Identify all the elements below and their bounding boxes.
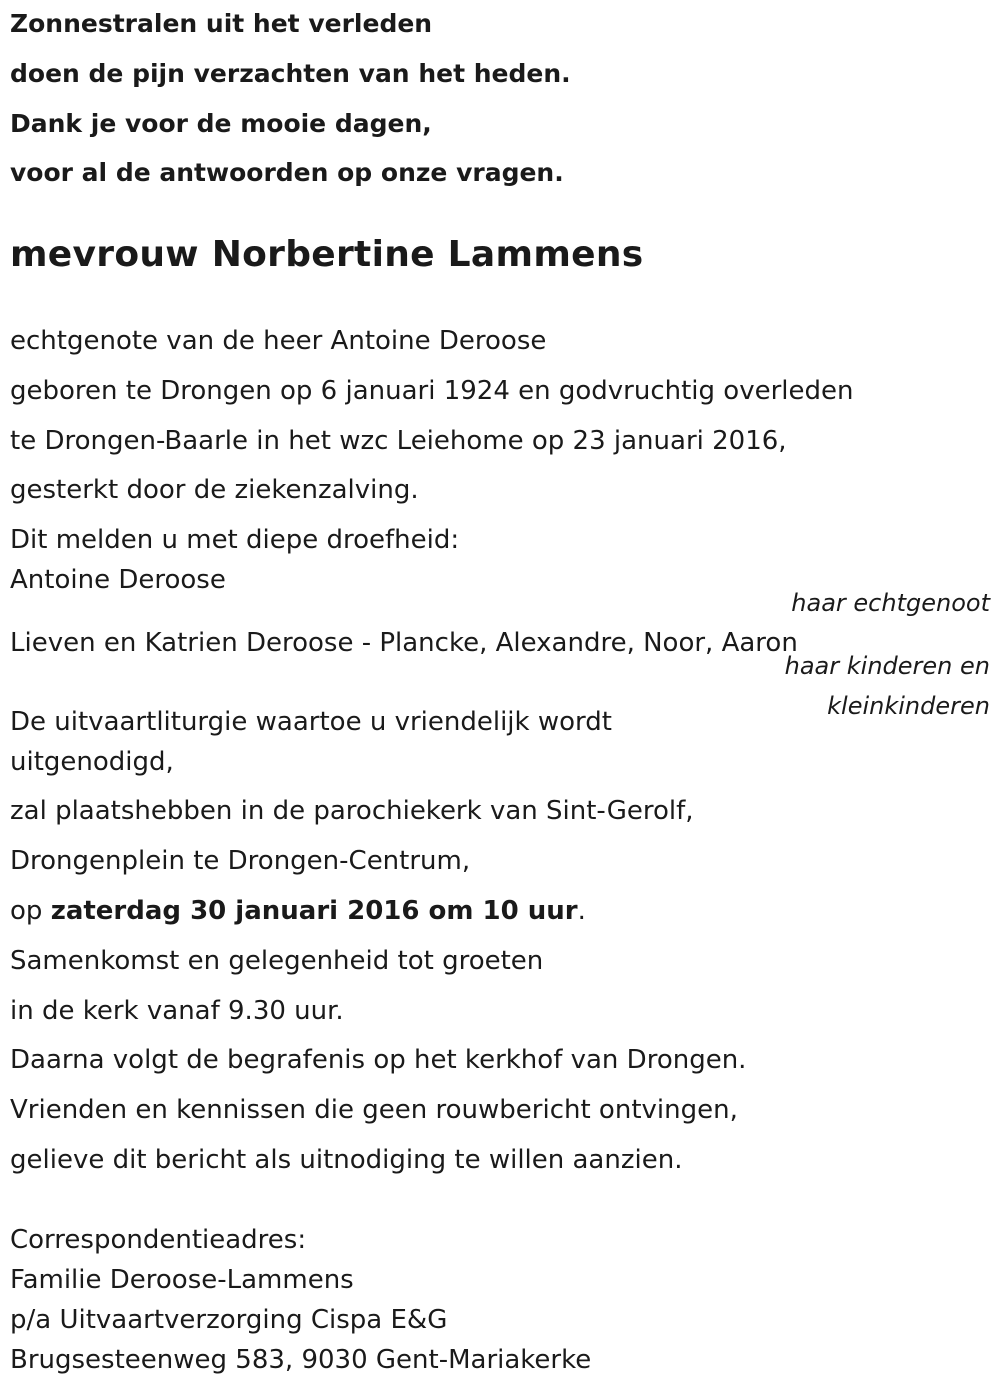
mourner-relation-2b: kleinkinderen bbox=[827, 692, 990, 720]
funeral-line-3: zal plaatshebben in de parochiekerk van Sint-Gerolf, bbox=[10, 796, 694, 826]
correspondence-family: Familie Deroose-Lammens bbox=[10, 1265, 354, 1295]
mourner-relation-1: haar echtgenoot bbox=[791, 589, 990, 617]
funeral-date-prefix: op bbox=[10, 896, 51, 926]
funeral-line-4: Drongenplein te Drongen-Centrum, bbox=[10, 846, 471, 876]
correspondence-address: Brugsesteenweg 583, 9030 Gent-Mariakerke bbox=[10, 1345, 592, 1375]
detail-line-4: gesterkt door de ziekenzalving. bbox=[10, 475, 419, 505]
funeral-line-10: gelieve dit bericht als uitnodiging te willen aanzien. bbox=[10, 1145, 683, 1175]
detail-line-3: te Drongen-Baarle in het wzc Leiehome op 23 januari 2016, bbox=[10, 426, 787, 456]
mourner-relation-2a: haar kinderen en bbox=[784, 652, 990, 680]
poem-line-2: doen de pijn verzachten van het heden. bbox=[10, 59, 571, 88]
poem-line-3: Dank je voor de mooie dagen, bbox=[10, 109, 432, 138]
funeral-line-6: Samenkomst en gelegenheid tot groeten bbox=[10, 946, 544, 976]
funeral-line-8: Daarna volgt de begrafenis op het kerkhof van Drongen. bbox=[10, 1045, 747, 1075]
funeral-line-2: uitgenodigd, bbox=[10, 747, 174, 777]
poem-line-4: voor al de antwoorden op onze vragen. bbox=[10, 158, 564, 187]
funeral-date-suffix: . bbox=[577, 896, 586, 926]
mourner-names-2: Lieven en Katrien Deroose - Plancke, Alexandre, Noor, Aaron bbox=[10, 628, 798, 658]
funeral-date-line bbox=[10, 895, 586, 927]
correspondence-label: Correspondentieadres: bbox=[10, 1225, 307, 1255]
mourner-names-1: Antoine Deroose bbox=[10, 565, 226, 595]
funeral-line-7: in de kerk vanaf 9.30 uur. bbox=[10, 996, 344, 1026]
poem-line-1: Zonnestralen uit het verleden bbox=[10, 9, 433, 38]
detail-line-1: echtgenote van de heer Antoine Deroose bbox=[10, 326, 547, 356]
deceased-name: mevrouw Norbertine Lammens bbox=[10, 234, 644, 275]
announce-intro: Dit melden u met diepe droefheid: bbox=[10, 525, 460, 555]
funeral-line-9: Vrienden en kennissen die geen rouwbericht ontvingen, bbox=[10, 1095, 738, 1125]
detail-line-2: geboren te Drongen op 6 januari 1924 en godvruchtig overleden bbox=[10, 376, 854, 406]
funeral-line-1: De uitvaartliturgie waartoe u vriendelijk wordt bbox=[10, 707, 612, 737]
funeral-date: zaterdag 30 januari 2016 om 10 uur bbox=[50, 896, 578, 926]
correspondence-care-of: p/a Uitvaartverzorging Cispa E&G bbox=[10, 1305, 448, 1335]
